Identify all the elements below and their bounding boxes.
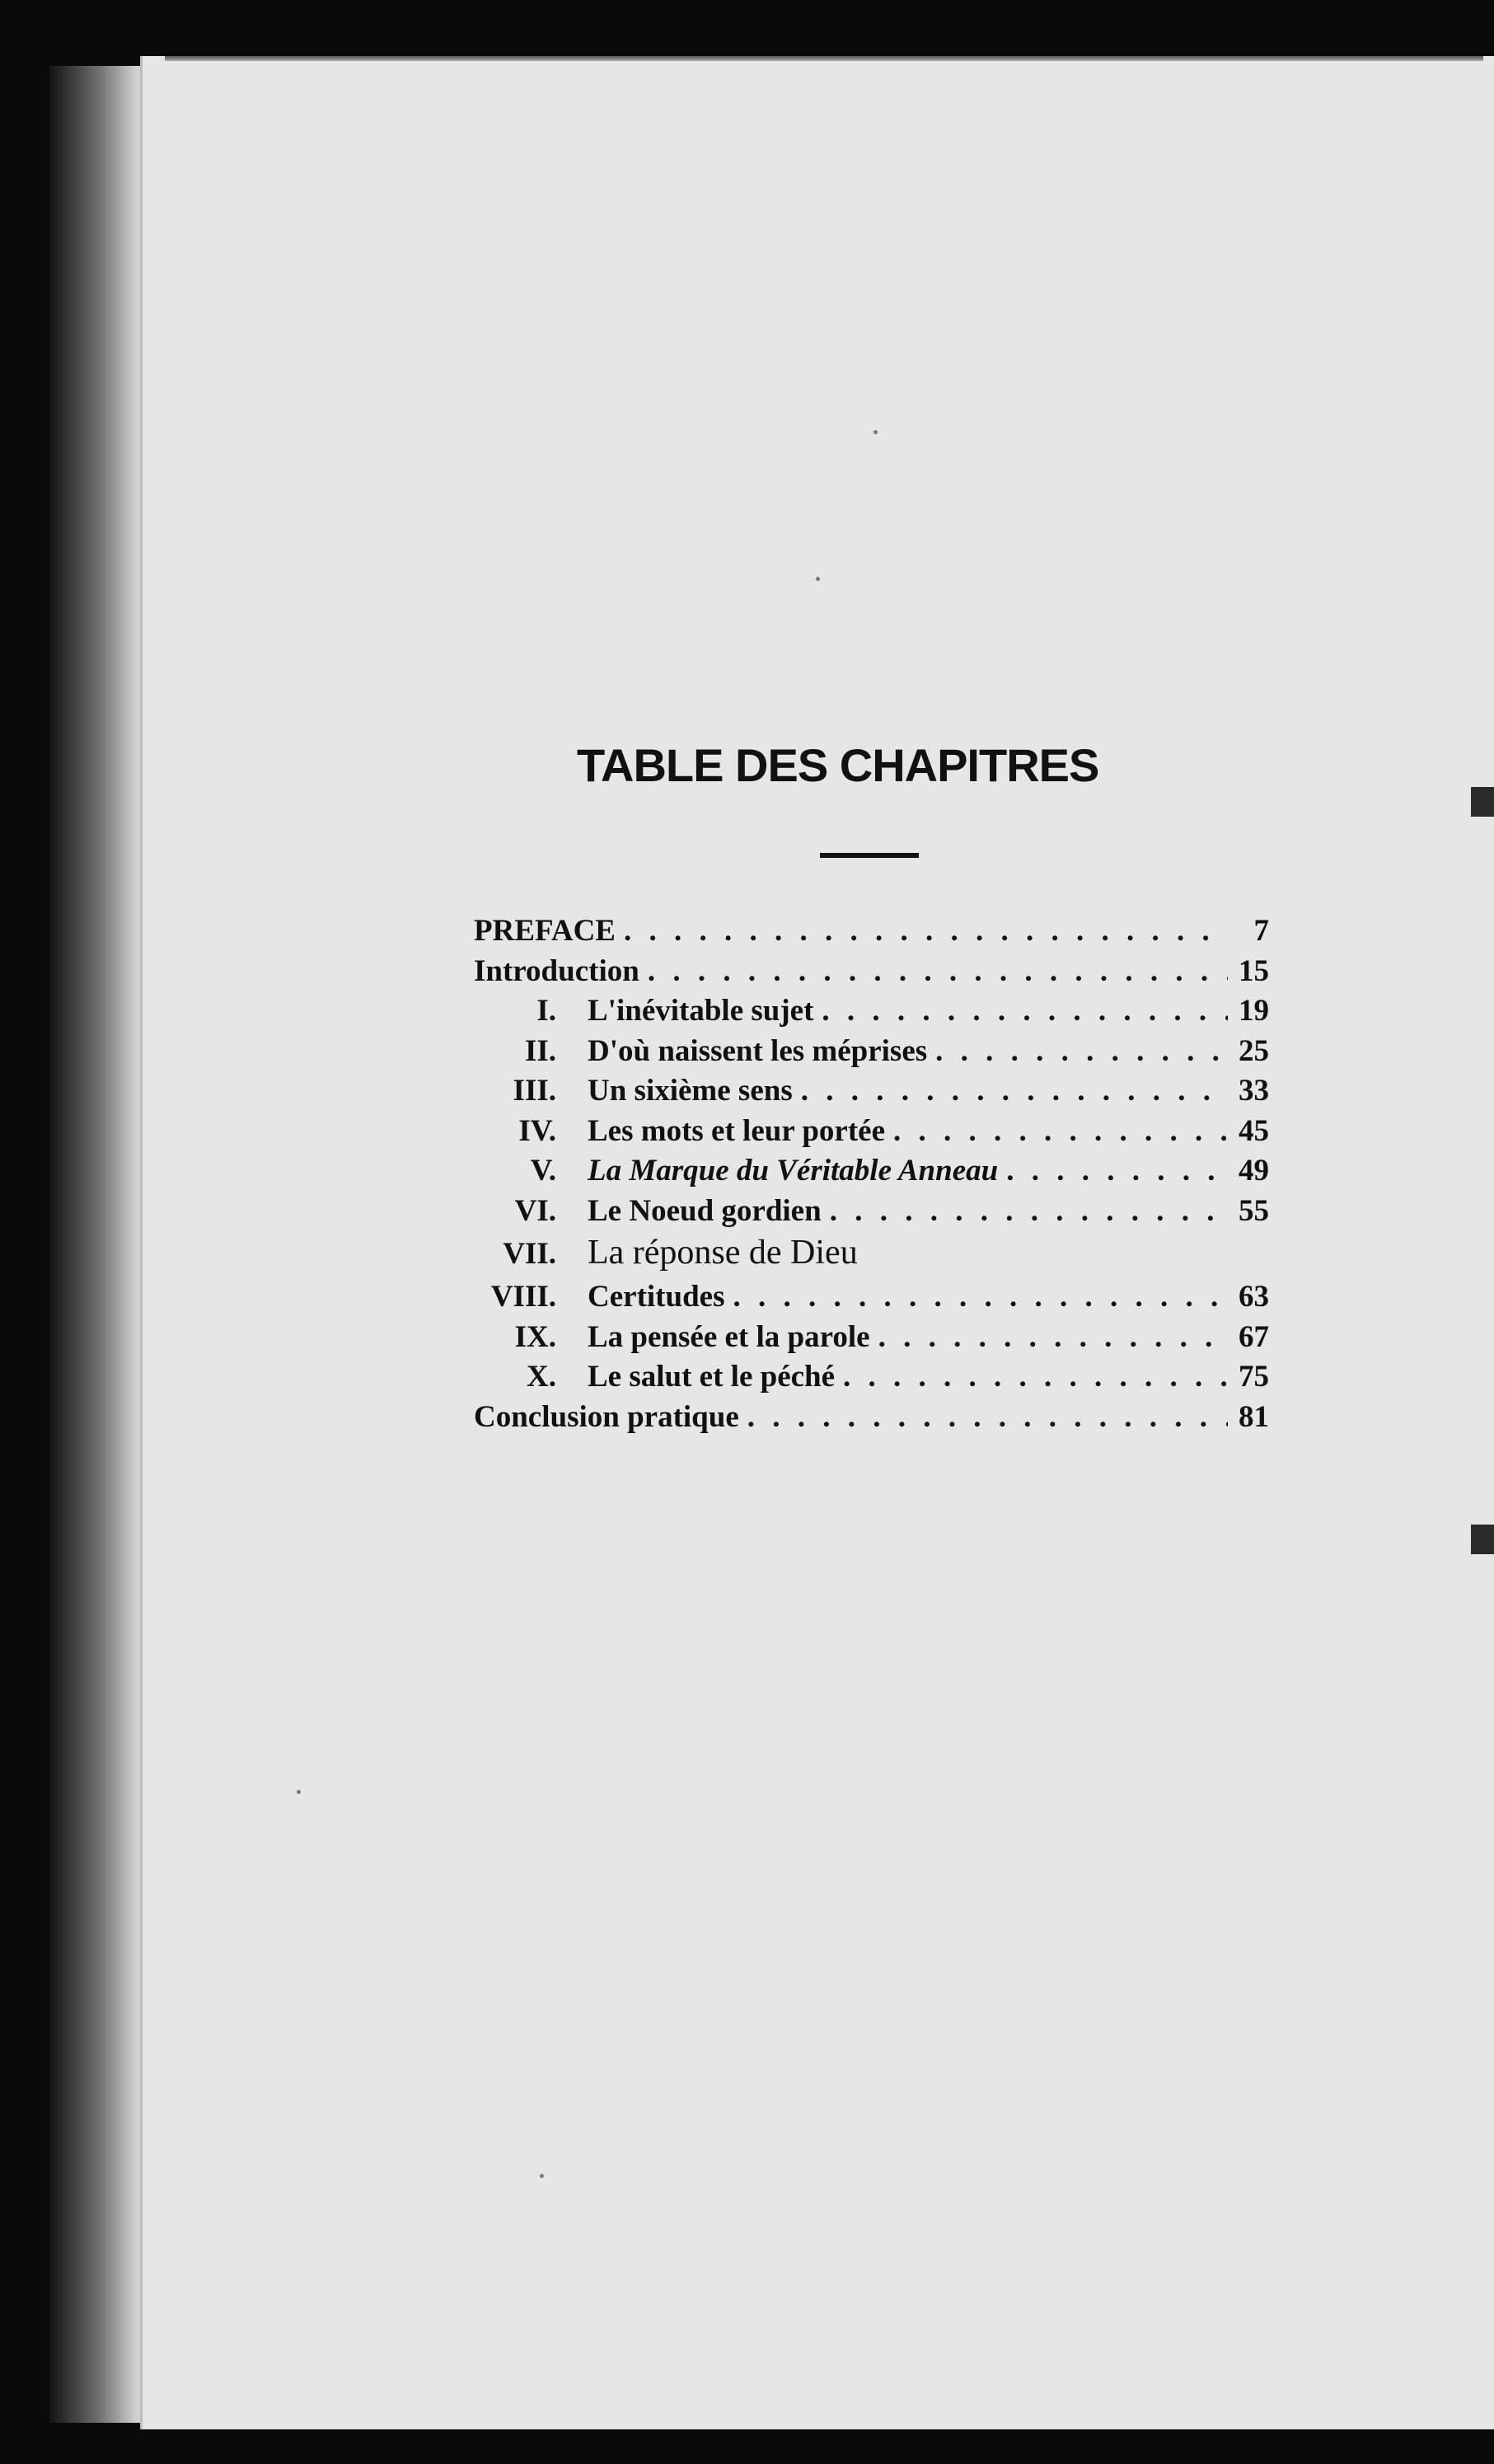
toc-leader-dots — [624, 913, 1228, 949]
toc-leader-dots — [935, 1033, 1228, 1069]
toc-entry-page: 45 — [1239, 1113, 1269, 1148]
table-of-contents-heading: TABLE DES CHAPITRES — [577, 739, 1099, 791]
toc-entry-page: 33 — [1239, 1074, 1269, 1108]
toc-leader-dots — [893, 1113, 1228, 1149]
toc-entry — [474, 1399, 1269, 1440]
toc-entry — [474, 1319, 1269, 1360]
toc-leader-dots — [733, 1279, 1228, 1314]
toc-leader-dots — [747, 1399, 1228, 1435]
table-of-contents — [474, 913, 1269, 1439]
toc-entry-page: 19 — [1239, 994, 1269, 1028]
toc-entry-number: V. — [530, 1154, 556, 1187]
toc-leader-dots — [648, 953, 1228, 989]
toc-entry-number: II. — [524, 1033, 556, 1068]
toc-entry — [474, 1073, 1269, 1113]
toc-entry-page: 63 — [1239, 1280, 1269, 1314]
toc-leader-dots — [1006, 1153, 1228, 1188]
toc-leader-dots — [801, 1073, 1228, 1108]
toc-entry — [474, 1033, 1269, 1074]
page-edge-mark — [1471, 787, 1494, 817]
toc-entry — [474, 1359, 1269, 1399]
toc-entry — [474, 1153, 1269, 1193]
toc-entry-title: La pensée et la parole — [588, 1319, 870, 1354]
toc-entry-page: 7 — [1253, 914, 1269, 948]
toc-entry-title: Un sixième sens — [588, 1074, 793, 1108]
toc-entry-title: Certitudes — [588, 1280, 725, 1314]
toc-entry-page: 81 — [1239, 1399, 1269, 1434]
toc-entry-page: 67 — [1239, 1319, 1269, 1354]
toc-entry-title: Introduction — [474, 953, 639, 988]
heading-rule — [820, 853, 919, 858]
toc-entry-title: Conclusion pratique — [474, 1399, 739, 1434]
toc-entry-number: III. — [513, 1074, 556, 1108]
toc-entry-number: IX. — [514, 1319, 556, 1354]
toc-entry-number: I. — [536, 994, 556, 1028]
paper-speck — [540, 2174, 544, 2178]
toc-entry-title: Le Noeud gordien — [588, 1193, 822, 1228]
toc-entry-number: VI. — [514, 1193, 556, 1228]
toc-entry-number: VII. — [503, 1237, 556, 1271]
page-edge-mark — [1471, 1525, 1494, 1554]
toc-entry-title: L'inévitable sujet — [588, 994, 814, 1028]
paper-speck — [297, 1790, 301, 1794]
toc-entry-title: La Marque du Véritable Anneau — [588, 1154, 999, 1187]
toc-entry — [474, 1193, 1269, 1234]
paper-speck — [873, 430, 878, 434]
paper-speck — [816, 577, 820, 581]
toc-entry — [474, 913, 1269, 953]
toc-leader-dots — [843, 1359, 1228, 1394]
toc-entry-page: 15 — [1239, 953, 1269, 988]
toc-entry — [474, 1279, 1269, 1319]
toc-entry-title: D'où naissent les méprises — [588, 1033, 928, 1068]
toc-entry — [474, 1113, 1269, 1154]
toc-entry-page: 49 — [1239, 1154, 1269, 1187]
toc-entry-page: 75 — [1239, 1360, 1269, 1394]
toc-entry-title: La réponse de Dieu — [588, 1234, 858, 1272]
toc-entry — [474, 1233, 1269, 1279]
toc-leader-dots — [822, 993, 1228, 1028]
toc-entry-page: 55 — [1239, 1193, 1269, 1228]
toc-entry — [474, 953, 1269, 994]
toc-leader-dots — [878, 1319, 1228, 1355]
page-top-edge — [165, 56, 1483, 61]
toc-entry-number: IV. — [518, 1113, 556, 1148]
toc-entry-page: 25 — [1239, 1033, 1269, 1068]
toc-entry-title: PREFACE — [474, 914, 616, 948]
toc-leader-dots — [830, 1193, 1228, 1229]
toc-entry-number: VIII. — [490, 1280, 556, 1314]
toc-entry-number: X. — [527, 1360, 556, 1394]
toc-entry-title: Le salut et le péché — [588, 1360, 836, 1394]
toc-entry — [474, 993, 1269, 1033]
toc-entry-title: Les mots et leur portée — [588, 1113, 885, 1148]
